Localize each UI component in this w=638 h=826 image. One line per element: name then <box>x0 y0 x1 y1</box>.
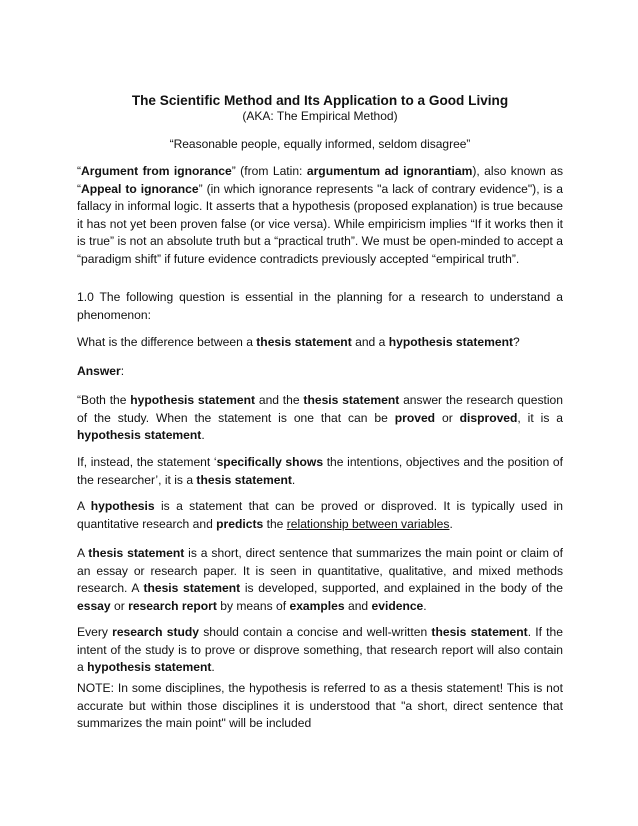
paragraph-note: NOTE: In some disciplines, the hypothesis is referred to as a thesis statement! This is not accurate but within those disciplines it is understood that "a short, direct sentence that summarizes the main point" will be included <box>77 681 563 731</box>
document-title: The Scientific Method and Its Application to a Good Living <box>131 93 509 108</box>
answer-heading: Answer: <box>77 364 125 378</box>
paragraph-argument-from-ignorance: “Argument from ignorance” (from Latin: argumentum ad ignorantiam), also known as “Appeal to ignorance” (in which ignorance represents "a lack of contrary evidence"), is a fallacy in informal logic. It asserts that a hypothesis (proposed explanation) is true because it has not yet been proven false (or vice versa). While empiricism implies “If it works then it is true” is not an absolute truth but a “practical truth”. We must be open-minded to accept a “paradigm shift” if future evidence contradicts previously accepted “empirical truth”. <box>77 164 564 266</box>
paragraph-question-intro: 1.0 The following question is essential in the planning for a research to understand a phenomenon: <box>77 290 563 322</box>
paragraph-hypothesis-definition: A hypothesis is a statement that can be proved or disproved. It is typically used in quantitative research and predicts the relationship between variables. <box>77 499 563 531</box>
epigraph-quote: “Reasonable people, equally informed, seldom disagree” <box>169 137 471 151</box>
paragraph-question: What is the difference between a thesis statement and a hypothesis statement? <box>77 335 520 349</box>
paragraph-thesis-definition: A thesis statement is a short, direct sentence that summarizes the main point or claim of an essay or research paper. It is seen in quantitative, qualitative, and mixed methods research. A thesis statement is developed, supported, and explained in the body of the essay or research report by means of examples and evidence. <box>77 546 563 613</box>
document-subtitle: (AKA: The Empirical Method) <box>242 109 398 123</box>
paragraph-answer: “Both the hypothesis statement and the thesis statement answer the research question of the study. When the statement is one that can be proved or disproved, it is a hypothesis statement. <box>77 393 564 443</box>
relationship-link-text: relationship between variables <box>286 516 450 531</box>
paragraph-research-study: Every research study should contain a concise and well-written thesis statement. If the intent of the study is to prove or disprove something, that research report will also contain a hypothesis statement. <box>77 625 563 675</box>
paragraph-thesis-condition: If, instead, the statement ‘specifically shows the intentions, objectives and the position of the researcher’, it is a thesis statement. <box>77 455 563 487</box>
